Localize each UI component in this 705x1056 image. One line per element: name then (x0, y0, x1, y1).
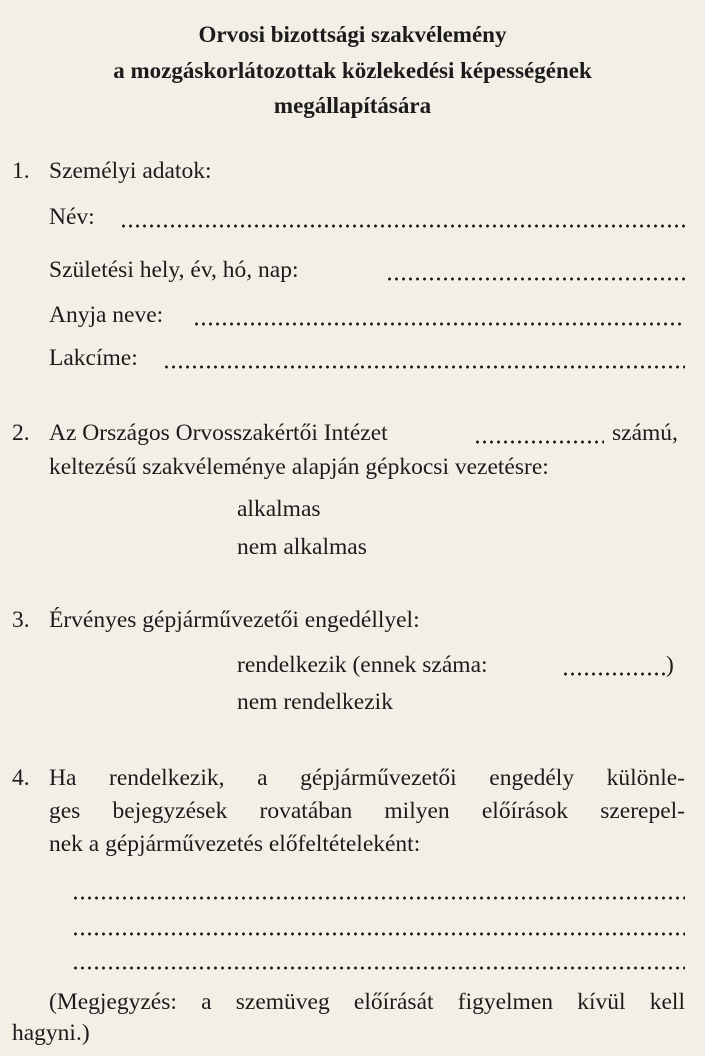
section-3-number: 3. (12, 607, 30, 633)
mother-name-label: Anyja neve: (49, 302, 164, 328)
special-remarks-field-1[interactable] (72, 874, 685, 904)
special-remarks-field-3[interactable] (72, 944, 685, 974)
section-2-text-b: számú, (612, 420, 678, 446)
section-4-number: 4. (12, 765, 30, 791)
note-line-2: hagyni.) (12, 1020, 90, 1046)
birth-field[interactable] (386, 255, 685, 285)
special-remarks-field-2[interactable] (72, 910, 685, 940)
option-no-license[interactable]: nem rendelkezik (237, 689, 393, 715)
section-1-heading: Személyi adatok: (49, 158, 212, 184)
license-number-field[interactable] (562, 650, 665, 680)
section-4-line-2: ges bejegyzések rovatában milyen előírások szerepel- (49, 798, 685, 824)
section-1-number: 1. (12, 158, 30, 184)
section-3-heading: Érvényes gépjárművezetői engedéllyel: (49, 607, 420, 633)
section-2-text-line-2: keltezésű szakvéleménye alapján gépkocsi vezetésre: (49, 454, 549, 480)
note-line-1: (Megjegyzés: a szemüveg előírását figyelmen kívül kell (49, 989, 685, 1015)
institute-number-field[interactable] (474, 418, 604, 448)
name-label: Név: (49, 204, 95, 230)
option-has-license[interactable]: rendelkezik (ennek száma: (237, 652, 488, 678)
section-2-text-a: Az Országos Orvosszakértői Intézet (49, 420, 388, 446)
address-label: Lakcíme: (49, 345, 138, 371)
license-number-close-paren: ) (666, 652, 674, 678)
address-field[interactable] (163, 343, 685, 373)
option-fit[interactable]: alkalmas (237, 496, 321, 522)
form-title-line-3: megállapítására (273, 93, 432, 118)
mother-name-field[interactable] (193, 300, 685, 330)
birth-label: Születési hely, év, hó, nap: (49, 257, 299, 283)
form-title-line-1: Orvosi bizottsági szakvélemény (198, 22, 507, 47)
name-field[interactable] (120, 202, 685, 232)
option-not-fit[interactable]: nem alkalmas (237, 534, 367, 560)
section-2-number: 2. (12, 420, 30, 446)
form-title-line-2: a mozgáskorlátozottak közlekedési képességének (113, 58, 592, 83)
section-4-line-1: Ha rendelkezik, a gépjárművezetői engedély különle- (49, 765, 685, 791)
section-4-line-3: nek a gépjárművezetés előfeltételeként: (49, 831, 421, 857)
